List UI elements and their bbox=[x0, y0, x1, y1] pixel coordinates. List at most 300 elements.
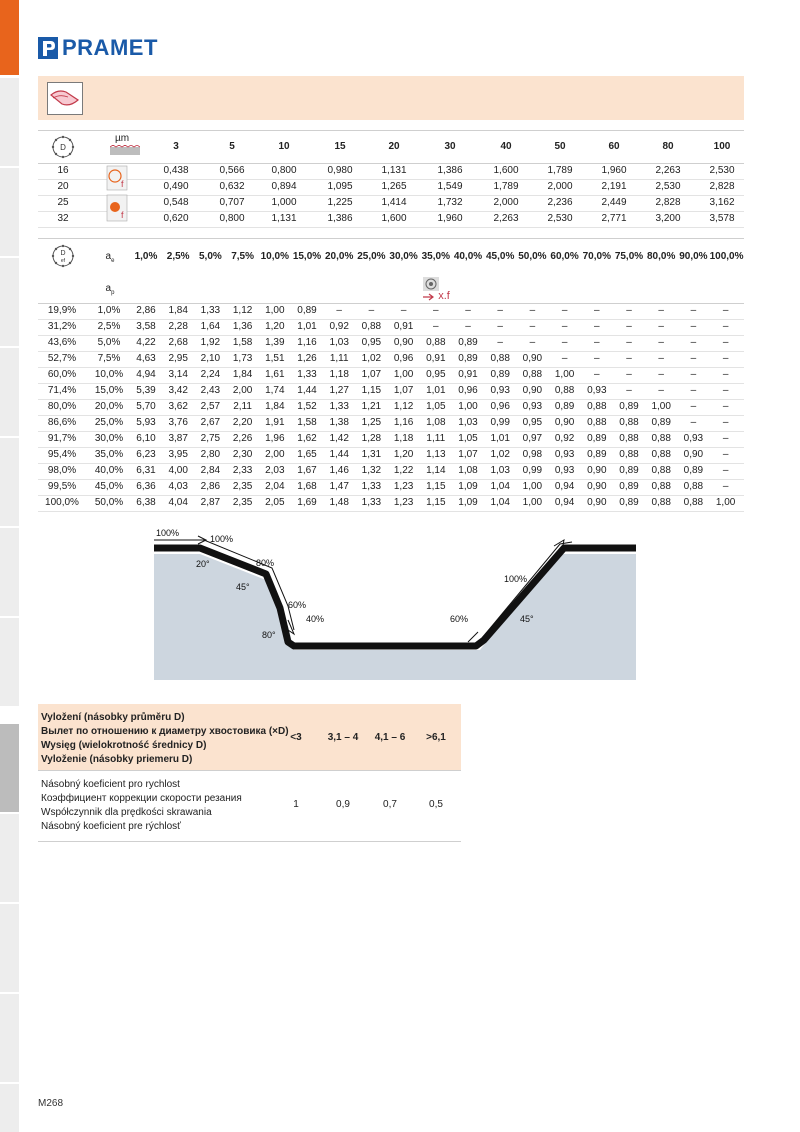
value-cell: 0,548 bbox=[163, 197, 189, 208]
value-cell: 2,67 bbox=[200, 417, 221, 428]
table-row bbox=[38, 336, 744, 352]
value-cell: 1,18 bbox=[329, 369, 349, 380]
value-cell: 6,36 bbox=[136, 481, 156, 492]
value-cell: 0,88 bbox=[651, 481, 671, 492]
table-row bbox=[38, 320, 744, 336]
value-cell: 1,58 bbox=[232, 337, 253, 348]
diameter-cell: 16 bbox=[57, 165, 69, 176]
table-row bbox=[38, 164, 744, 180]
value-cell: 0,88 bbox=[683, 481, 704, 492]
value-cell: 1,00 bbox=[393, 369, 414, 380]
value-cell: 1,33 bbox=[200, 305, 221, 316]
svg-text:D: D bbox=[60, 143, 66, 152]
section-banner bbox=[38, 76, 744, 120]
value-cell: – bbox=[561, 305, 568, 316]
value-cell: 1,64 bbox=[200, 321, 221, 332]
value-cell: 0,97 bbox=[522, 433, 543, 444]
side-tab bbox=[0, 258, 19, 346]
col-header: 1,0% bbox=[134, 251, 158, 262]
value-cell: 0,88 bbox=[651, 497, 671, 508]
value-cell: 1,131 bbox=[271, 213, 297, 224]
value-cell: – bbox=[497, 321, 503, 332]
def-cell: 31,2% bbox=[47, 321, 77, 332]
label-60-left: 60% bbox=[288, 600, 307, 610]
def-cell: 71,4% bbox=[47, 385, 77, 396]
label-40: 40% bbox=[306, 614, 325, 624]
value-cell: – bbox=[497, 337, 503, 348]
value-cell: – bbox=[626, 369, 632, 380]
value-cell: – bbox=[561, 321, 568, 332]
value-cell: 4,63 bbox=[136, 353, 156, 364]
value-cell: 2,263 bbox=[493, 213, 519, 224]
table-row bbox=[38, 400, 744, 416]
value-cell: – bbox=[690, 417, 697, 428]
value-cell: 1,00 bbox=[554, 369, 575, 380]
head-line-ru: Вылет по отношению к диаметру хвостовика (×D) bbox=[41, 726, 289, 737]
factor-value: 0,7 bbox=[383, 799, 397, 810]
value-cell: 0,98 bbox=[522, 449, 543, 460]
value-cell: 2,828 bbox=[655, 197, 681, 208]
value-cell: – bbox=[722, 417, 729, 428]
xf-label: x.f bbox=[438, 290, 450, 302]
value-cell: 2,00 bbox=[265, 449, 285, 460]
value-cell: 4,00 bbox=[168, 465, 188, 476]
ap-cell: 10,0% bbox=[94, 369, 124, 380]
body-line-sk: Násobný koeficient pre rýchlosť bbox=[41, 821, 181, 832]
value-cell: 1,39 bbox=[265, 337, 285, 348]
value-cell: 2,771 bbox=[601, 213, 627, 224]
value-cell: 0,90 bbox=[587, 481, 607, 492]
value-cell: 1,46 bbox=[329, 465, 349, 476]
value-cell: – bbox=[594, 369, 600, 380]
value-cell: 0,93 bbox=[683, 433, 704, 444]
value-cell: 4,04 bbox=[168, 497, 188, 508]
value-cell: 3,42 bbox=[168, 385, 188, 396]
value-cell: 3,578 bbox=[709, 213, 735, 224]
value-cell: 0,95 bbox=[426, 369, 446, 380]
head-line-cz: Vyložení (násobky průměru D) bbox=[41, 712, 185, 723]
value-cell: – bbox=[722, 433, 729, 444]
value-cell: 0,94 bbox=[554, 481, 575, 492]
value-cell: 0,800 bbox=[271, 165, 297, 176]
value-cell: 0,88 bbox=[619, 433, 639, 444]
col-header: 10 bbox=[278, 141, 290, 152]
value-cell: 2,263 bbox=[655, 165, 681, 176]
value-cell: 1,01 bbox=[490, 433, 510, 444]
value-cell: – bbox=[690, 353, 697, 364]
table-row bbox=[38, 368, 744, 384]
value-cell: 1,600 bbox=[381, 213, 407, 224]
value-cell: 1,15 bbox=[426, 497, 446, 508]
value-cell: 0,88 bbox=[587, 417, 607, 428]
value-cell: 1,07 bbox=[361, 369, 382, 380]
value-cell: – bbox=[690, 385, 697, 396]
value-cell: 1,92 bbox=[200, 337, 221, 348]
value-cell: 2,30 bbox=[232, 449, 253, 460]
value-cell: 1,07 bbox=[458, 449, 478, 460]
value-cell: 1,61 bbox=[265, 369, 285, 380]
table-row bbox=[38, 416, 744, 432]
side-tab-strip bbox=[0, 0, 19, 1132]
corner-feed-diagram bbox=[148, 522, 642, 680]
value-cell: 0,91 bbox=[393, 321, 414, 332]
value-cell: 1,386 bbox=[437, 165, 463, 176]
value-cell: 3,95 bbox=[168, 449, 188, 460]
value-cell: 1,44 bbox=[329, 449, 349, 460]
value-cell: 1,386 bbox=[327, 213, 353, 224]
ap-cell: 1,0% bbox=[97, 305, 121, 316]
value-cell: 1,65 bbox=[297, 449, 317, 460]
value-cell: 1,000 bbox=[271, 197, 297, 208]
value-cell: 0,89 bbox=[554, 401, 575, 412]
value-cell: – bbox=[626, 337, 632, 348]
def-cell: 99,5% bbox=[47, 481, 77, 492]
value-cell: – bbox=[658, 321, 664, 332]
def-cell: 98,0% bbox=[47, 465, 77, 476]
value-cell: 2,43 bbox=[200, 385, 221, 396]
value-cell: 0,89 bbox=[619, 465, 639, 476]
value-cell: 0,92 bbox=[329, 321, 349, 332]
ae-label: $a_e$ bbox=[105, 251, 115, 264]
value-cell: 0,99 bbox=[490, 417, 510, 428]
value-cell: – bbox=[594, 321, 600, 332]
side-tab bbox=[0, 904, 19, 992]
value-cell: – bbox=[433, 305, 439, 316]
value-cell: 0,90 bbox=[393, 337, 414, 348]
value-cell: 3,62 bbox=[168, 401, 188, 412]
value-cell: 0,89 bbox=[619, 401, 639, 412]
value-cell: 6,10 bbox=[136, 433, 156, 444]
value-cell: 1,23 bbox=[393, 497, 414, 508]
value-cell: 1,05 bbox=[458, 433, 478, 444]
value-cell: 0,707 bbox=[219, 197, 245, 208]
value-cell: 1,05 bbox=[426, 401, 446, 412]
value-cell: 3,58 bbox=[136, 321, 156, 332]
col-header: 20 bbox=[388, 141, 400, 152]
value-cell: – bbox=[722, 465, 729, 476]
col-header: 40,0% bbox=[453, 251, 483, 262]
value-cell: 0,88 bbox=[651, 433, 671, 444]
value-cell: 0,88 bbox=[619, 449, 639, 460]
value-cell: 1,69 bbox=[297, 497, 317, 508]
table-row bbox=[38, 352, 744, 368]
value-cell: 0,89 bbox=[458, 337, 478, 348]
value-cell: 1,03 bbox=[458, 417, 478, 428]
value-cell: 1,09 bbox=[458, 497, 478, 508]
value-cell: 1,33 bbox=[361, 497, 382, 508]
value-cell: 1,549 bbox=[437, 181, 463, 192]
value-cell: 1,15 bbox=[426, 481, 446, 492]
effective-diameter-icon bbox=[50, 243, 76, 269]
value-cell: 1,91 bbox=[265, 417, 285, 428]
value-cell: 2,00 bbox=[232, 385, 253, 396]
feed-arrow-icon bbox=[422, 293, 436, 301]
value-cell: 0,95 bbox=[361, 337, 382, 348]
value-cell: 1,32 bbox=[361, 465, 382, 476]
value-cell: 1,225 bbox=[327, 197, 353, 208]
side-tab bbox=[0, 438, 19, 526]
value-cell: 0,88 bbox=[619, 417, 639, 428]
value-cell: 2,80 bbox=[200, 449, 221, 460]
col-header: 70,0% bbox=[582, 251, 611, 262]
value-cell: 5,93 bbox=[136, 417, 156, 428]
value-cell: 2,04 bbox=[265, 481, 285, 492]
ap-cell: 15,0% bbox=[94, 385, 124, 396]
surface-profile-icon bbox=[110, 145, 140, 155]
value-cell: 1,36 bbox=[232, 321, 253, 332]
def-cell: 19,9% bbox=[47, 305, 77, 316]
value-cell: – bbox=[690, 337, 697, 348]
value-cell: 0,90 bbox=[587, 465, 607, 476]
value-cell: 5,39 bbox=[136, 385, 156, 396]
label-80: 80% bbox=[256, 558, 275, 568]
diameter-icon bbox=[50, 134, 76, 160]
value-cell: 1,74 bbox=[265, 385, 285, 396]
value-cell: 2,530 bbox=[547, 213, 573, 224]
table-row bbox=[38, 384, 744, 400]
factor-value: 1 bbox=[293, 799, 299, 810]
value-cell: 1,732 bbox=[437, 197, 463, 208]
value-cell: 1,00 bbox=[651, 401, 671, 412]
factor-value: 0,9 bbox=[336, 799, 350, 810]
value-cell: 0,96 bbox=[458, 385, 478, 396]
value-cell: 1,20 bbox=[265, 321, 285, 332]
value-cell: – bbox=[626, 385, 632, 396]
label-100-mid: 100% bbox=[210, 534, 234, 544]
value-cell: 1,789 bbox=[493, 181, 519, 192]
table-row bbox=[38, 304, 744, 320]
value-cell: 1,44 bbox=[297, 385, 317, 396]
value-cell: 0,90 bbox=[522, 385, 543, 396]
pramet-logo-icon bbox=[38, 37, 58, 59]
value-cell: 0,88 bbox=[490, 353, 510, 364]
table-body bbox=[38, 771, 461, 842]
value-cell: 3,76 bbox=[168, 417, 188, 428]
value-cell: 1,33 bbox=[329, 401, 349, 412]
value-cell: – bbox=[594, 353, 600, 364]
value-cell: – bbox=[722, 369, 729, 380]
value-cell: 0,96 bbox=[490, 401, 510, 412]
value-cell: – bbox=[626, 321, 632, 332]
col-header: 50 bbox=[554, 141, 566, 152]
value-cell: 0,88 bbox=[651, 465, 671, 476]
value-cell: – bbox=[690, 321, 697, 332]
label-20-deg: 20° bbox=[196, 559, 210, 569]
value-cell: 1,15 bbox=[361, 385, 382, 396]
value-cell: – bbox=[658, 385, 664, 396]
value-cell: – bbox=[722, 481, 729, 492]
value-cell: 1,22 bbox=[393, 465, 414, 476]
head-line-pl: Wysięg (wielokrotność średnicy D) bbox=[41, 740, 207, 751]
value-cell: 1,00 bbox=[715, 497, 736, 508]
value-cell: – bbox=[658, 337, 664, 348]
value-cell: – bbox=[465, 321, 471, 332]
value-cell: 2,05 bbox=[265, 497, 285, 508]
value-cell: 1,12 bbox=[232, 305, 253, 316]
value-cell: – bbox=[336, 305, 342, 316]
ap-cell: 30,0% bbox=[94, 433, 124, 444]
value-cell: – bbox=[594, 305, 600, 316]
value-cell: 4,03 bbox=[168, 481, 188, 492]
value-cell: 1,16 bbox=[393, 417, 414, 428]
value-cell: 1,42 bbox=[329, 433, 349, 444]
value-cell: 1,33 bbox=[361, 481, 382, 492]
col-header: 30 bbox=[444, 141, 456, 152]
ap-cell: 45,0% bbox=[94, 481, 124, 492]
value-cell: – bbox=[626, 353, 632, 364]
col-header: 3,1 – 4 bbox=[327, 732, 359, 743]
value-cell: 1,84 bbox=[232, 369, 253, 380]
value-cell: 1,11 bbox=[426, 433, 446, 444]
diameter-cell: 25 bbox=[57, 197, 69, 208]
brand-logo bbox=[38, 36, 158, 60]
value-cell: 0,800 bbox=[219, 213, 245, 224]
value-cell: 1,58 bbox=[297, 417, 317, 428]
value-cell: 1,00 bbox=[458, 401, 478, 412]
value-cell: – bbox=[722, 401, 729, 412]
value-cell: 1,09 bbox=[458, 481, 478, 492]
value-cell: – bbox=[690, 369, 697, 380]
value-cell: 1,02 bbox=[361, 353, 382, 364]
ap-cell: 5,0% bbox=[97, 337, 121, 348]
value-cell: 2,86 bbox=[136, 305, 156, 316]
svg-text:D: D bbox=[60, 250, 66, 257]
value-cell: 1,73 bbox=[232, 353, 253, 364]
value-cell: 2,236 bbox=[547, 197, 573, 208]
head-line-sk: Vyloženie (násobky priemeru D) bbox=[41, 754, 193, 765]
value-cell: 1,25 bbox=[361, 417, 382, 428]
value-cell: 0,88 bbox=[587, 401, 607, 412]
def-cell: 100,0% bbox=[45, 497, 79, 508]
col-header: 60,0% bbox=[550, 251, 579, 262]
value-cell: 0,89 bbox=[587, 433, 607, 444]
col-header: 90,0% bbox=[679, 251, 708, 262]
value-cell: 1,62 bbox=[297, 433, 317, 444]
side-tab bbox=[0, 528, 19, 616]
value-cell: 1,01 bbox=[426, 385, 446, 396]
value-cell: 1,07 bbox=[393, 385, 414, 396]
side-tab bbox=[0, 348, 19, 436]
col-header: 100 bbox=[713, 141, 731, 152]
value-cell: 1,84 bbox=[168, 305, 188, 316]
value-cell: 2,86 bbox=[200, 481, 221, 492]
value-cell: 6,31 bbox=[136, 465, 156, 476]
value-cell: 1,03 bbox=[490, 465, 510, 476]
value-cell: 1,68 bbox=[297, 481, 317, 492]
value-cell: 2,75 bbox=[200, 433, 221, 444]
value-cell: 0,89 bbox=[619, 481, 639, 492]
def-cell: 86,6% bbox=[47, 417, 77, 428]
value-cell: 1,21 bbox=[361, 401, 382, 412]
col-header: >6,1 bbox=[426, 732, 446, 743]
col-header: <3 bbox=[290, 732, 302, 743]
value-cell: 0,90 bbox=[522, 353, 543, 364]
col-header: 75,0% bbox=[614, 251, 644, 262]
value-cell: 1,095 bbox=[327, 181, 353, 192]
value-cell: 0,89 bbox=[458, 353, 478, 364]
factor-value: 0,5 bbox=[429, 799, 443, 810]
value-cell: 0,620 bbox=[163, 213, 189, 224]
def-cell: 95,4% bbox=[47, 449, 77, 460]
value-cell: 1,960 bbox=[601, 165, 627, 176]
page-number: M268 bbox=[38, 1098, 64, 1109]
col-header: 80 bbox=[662, 141, 674, 152]
def-cell: 52,7% bbox=[47, 353, 77, 364]
value-cell: – bbox=[433, 321, 439, 332]
value-cell: – bbox=[722, 305, 729, 316]
value-cell: 2,28 bbox=[168, 321, 188, 332]
value-cell: – bbox=[722, 353, 729, 364]
col-header: 60 bbox=[608, 141, 620, 152]
value-cell: 1,31 bbox=[361, 449, 382, 460]
overhang-factor-table bbox=[38, 704, 461, 842]
value-cell: 0,88 bbox=[426, 337, 446, 348]
value-cell: 0,90 bbox=[587, 497, 607, 508]
value-cell: – bbox=[690, 401, 697, 412]
value-cell: 2,191 bbox=[601, 181, 627, 192]
value-cell: 0,93 bbox=[554, 465, 575, 476]
value-cell: 0,89 bbox=[683, 465, 704, 476]
def-cell: 91,7% bbox=[47, 433, 77, 444]
value-cell: 1,414 bbox=[381, 197, 407, 208]
value-cell: 0,88 bbox=[361, 321, 382, 332]
value-cell: 1,265 bbox=[381, 181, 407, 192]
value-cell: 1,27 bbox=[329, 385, 349, 396]
def-cell: 43,6% bbox=[47, 337, 77, 348]
side-tab bbox=[0, 618, 19, 706]
body-line-ru: Коэффициент коррекции скорости резания bbox=[41, 793, 242, 804]
side-tab bbox=[0, 814, 19, 902]
col-header: 45,0% bbox=[486, 251, 515, 262]
value-cell: 1,26 bbox=[297, 353, 317, 364]
value-cell: 1,00 bbox=[265, 305, 285, 316]
value-cell: 0,88 bbox=[683, 497, 704, 508]
milling-tool-icon bbox=[423, 277, 439, 291]
def-cell: 80,0% bbox=[47, 401, 77, 412]
value-cell: 1,02 bbox=[490, 449, 510, 460]
label-45-left: 45° bbox=[236, 582, 250, 592]
chip-thinning-icon bbox=[47, 82, 83, 115]
value-cell: – bbox=[626, 305, 632, 316]
value-cell: 0,438 bbox=[163, 165, 189, 176]
value-cell: – bbox=[529, 321, 536, 332]
value-cell: 3,162 bbox=[709, 197, 735, 208]
value-cell: 0,88 bbox=[554, 385, 575, 396]
value-cell: 2,26 bbox=[232, 433, 253, 444]
table-row bbox=[38, 196, 744, 212]
side-tab-current bbox=[0, 724, 19, 812]
value-cell: 0,91 bbox=[426, 353, 446, 364]
table-header bbox=[38, 704, 461, 771]
col-header: 40 bbox=[500, 141, 512, 152]
value-cell: 1,48 bbox=[329, 497, 349, 508]
value-cell: 1,16 bbox=[297, 337, 317, 348]
side-tab bbox=[0, 168, 19, 256]
value-cell: 2,35 bbox=[232, 497, 253, 508]
value-cell: – bbox=[722, 449, 729, 460]
value-cell: 1,131 bbox=[381, 165, 407, 176]
value-cell: 6,38 bbox=[136, 497, 156, 508]
value-cell: 0,93 bbox=[587, 385, 607, 396]
value-cell: 0,96 bbox=[393, 353, 414, 364]
diameter-cell: 32 bbox=[57, 213, 69, 224]
value-cell: 2,530 bbox=[709, 165, 735, 176]
table-row bbox=[38, 180, 744, 196]
table-row bbox=[38, 432, 744, 448]
col-header: 10,0% bbox=[260, 251, 289, 262]
unit-label: µm bbox=[114, 133, 130, 144]
value-cell: 0,94 bbox=[554, 497, 575, 508]
